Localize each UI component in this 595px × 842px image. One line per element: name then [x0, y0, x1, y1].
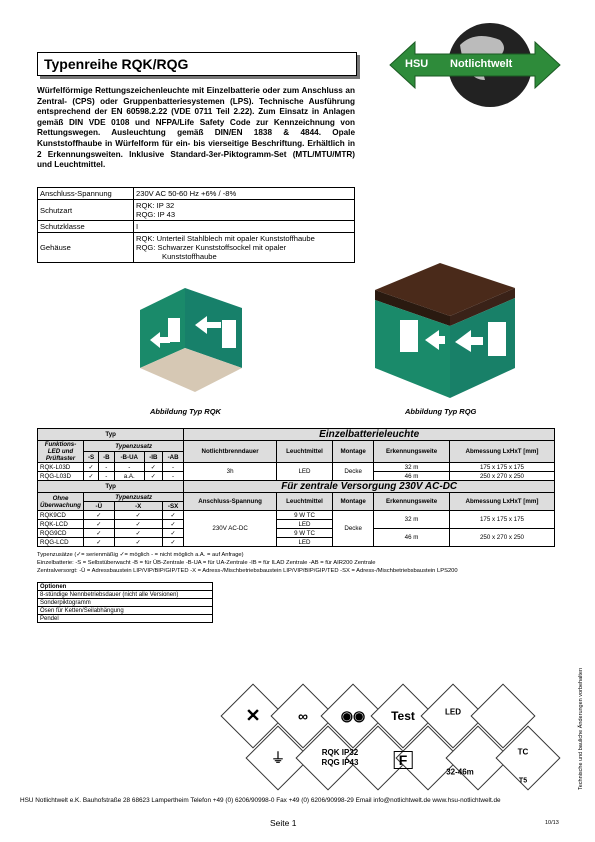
- spec-key: Anschluss-Spannung: [38, 188, 134, 200]
- spec-row: [38, 221, 355, 233]
- header-zusatz: Typenzusatz: [84, 441, 184, 452]
- test-icon: Test: [391, 709, 415, 723]
- table-row: RQK9CD ✓ ✓ ✓ 230V AC-DC 9 W TC Decke 32 m 175 x 175 x 175: [38, 511, 555, 520]
- options-table: [37, 582, 213, 623]
- spec-value: I: [134, 221, 355, 233]
- page-title: Typenreihe RQK/RQG: [37, 52, 357, 76]
- footer: HSU Notlichtwelt e.K. Bauhofstraße 28 68623 Lampertheim Telefon +49 (0) 6206/90998-0 Fax +49 (0) 6206/90998-29 Email info@notlichtwelt.de www.hsu-notlichtwelt.de: [20, 797, 501, 804]
- product-table: Typ Einzelbatterieleuchte Funktions-LED und Prüftaster Typenzusatz Notlichtbrenndauer Leuchtmittel Montage Erkennungsweite Abmessung LxHxT [mm] -S -B -B-UA -IB -AB RQK-L03D ✓ - - ✓ - 3h LED Decke 32 m 175 x 175 x 175 RQG-L03D ✓ - a.A. ✓ - 46 m 250 x 270 x 250 Typ Für zentrale Versorgung 230V AC-DC Ohne Überwachung Typenzusatz Anschluss-Spannung Leuchtmittel Montage Erkennungsweite Abmessung LxHxT [mm] -Ü -X -SX RQK9CD ✓ ✓ ✓ 230V AC-DC 9 W TC Decke 32 m 175 x 175 x 175 RQK-LCD ✓ ✓ ✓ LED RQG9CD ✓ ✓ ✓ 9 W TC 46 m 250 x 270 x 250 RQG-LCD ✓ ✓ ✓ LED: [37, 428, 555, 547]
- legend-line: Zentralversorgt: -Ü = Adressbaustein LIP/VIP/BIP/GIP/TED -X = Adress-/Mischbetriebsbaustein LIP/VIP/BIP/GIP/TED -SX = Adress-/Mischbetriebsbaustein LPS200: [37, 568, 458, 574]
- list-item: 8-stündige Nennbetriebsdauer (nicht alle Versionen): [38, 591, 213, 599]
- caption-rqg: Abbildung Typ RQG: [405, 407, 477, 416]
- no-symbol-icon: ✕: [245, 705, 261, 726]
- legend-line: Einzelbatterie: -S = Selbstüberwacht -B = für ÜB-Zentrale -B-UA = für UA-Zentrale -IB = für ILAD Zentrale -AB = für AIR200 Zentrale: [37, 560, 376, 566]
- tc-icon: TC: [517, 747, 529, 757]
- list-item: Ösen für Ketten/Seilabhängung: [38, 607, 213, 615]
- list-item: Sonderpiktogramm: [38, 599, 213, 607]
- header-abm: Abmessung LxHxT [mm]: [449, 441, 554, 463]
- logo-brand: Notlichtwelt: [450, 58, 513, 70]
- header-leucht: Leuchtmittel: [276, 441, 332, 463]
- ground-icon: ⏚: [271, 750, 285, 766]
- spec-value: RQK: Unterteil Stahlblech mit opaler Kunststoffhaube RQG: Schwarzer Kunststoffsockel mit opaler Kunststoffhaube: [134, 233, 355, 263]
- list-item: Pendel: [38, 615, 213, 623]
- t5-icon: T5: [518, 777, 528, 785]
- spec-row: [38, 200, 355, 221]
- legend-line: Typenzusätze (✓= serienmäßig ✓= möglich - = nicht möglich a.A. = auf Anfrage): [37, 552, 244, 558]
- spec-key: Gehäuse: [38, 233, 134, 263]
- f-mark-icon: F: [394, 751, 413, 769]
- spec-key: Schutzklasse: [38, 221, 134, 233]
- intro-text: Würfelförmige Rettungszeichenleuchte mit Einzelbatterie oder zum Anschluss an Zentral- (CPS) oder Gruppenbatteriesystemen (LPS). Technische Ausführung entsprechend der EN 60598.2.22 (VDE 0711 Teil 2.22). Zum Einsatz in Anlagen gemäß DIN VDE 0108 und NFPA/Life Safety Code zur Kennzeichnung von Rettungswegen. Ausleuchtung gemäß DIN/EN 1838 & 4844. Opale Kunststoffhaube in Würfelform für ein- bis vierseitige Beschriftung. Erhältlich in 2 Erkennungsweiten. Inklusive Standard-3er-Piktogramm-Set (MTL/MTU/MTR) und Leuchtmittel.: [37, 86, 355, 170]
- spec-value: RQK: IP 32 RQG: IP 43: [134, 200, 355, 221]
- page-number: Seite 1: [270, 818, 297, 828]
- table-row: RQG-L03D ✓ - a.A. ✓ - 46 m 250 x 270 x 250: [38, 472, 555, 481]
- spec-row: [38, 233, 355, 263]
- logo-hsu: HSU: [405, 58, 429, 70]
- spec-value: 230V AC 50-60 Hz +6% / -8%: [134, 188, 355, 200]
- caption-rqk: Abbildung Typ RQK: [150, 407, 221, 416]
- header-erk: Erkennungsweite: [374, 441, 450, 463]
- binoculars-icon: ∞: [298, 708, 308, 724]
- spec-table: [37, 187, 355, 263]
- options-title: Optionen: [38, 583, 213, 591]
- spec-row: [38, 188, 355, 200]
- print-code: 10/13: [545, 820, 559, 826]
- table-row: RQK-LCD ✓ ✓ ✓ LED: [38, 520, 555, 529]
- table-row: RQG9CD ✓ ✓ ✓ 9 W TC 46 m 250 x 270 x 250: [38, 529, 555, 538]
- product-image-rqg: [370, 258, 520, 403]
- header-funk: Funktions-LED und Prüftaster: [38, 441, 84, 463]
- header-typ: Typ: [38, 429, 184, 441]
- table-row: RQG-LCD ✓ ✓ ✓ LED: [38, 538, 555, 547]
- header-montage: Montage: [333, 441, 374, 463]
- side-note: Technische und bauliche Änderungen vorbehalten: [578, 667, 584, 790]
- einzel-title: Einzelbatterieleuchte: [184, 429, 555, 441]
- zentral-title: Für zentrale Versorgung 230V AC-DC: [184, 481, 555, 493]
- product-image-rqk: [130, 280, 250, 400]
- led-icon: LED: [445, 707, 461, 717]
- owl-icon: ◉◉: [340, 707, 366, 724]
- spec-key: Schutzart: [38, 200, 134, 221]
- ip-rating-icon: RQK IP32 RQG IP43: [321, 748, 359, 767]
- company-logo: [385, 20, 565, 110]
- range-icon: 32-46m: [446, 767, 474, 777]
- table-row: RQK-L03D ✓ - - ✓ - 3h LED Decke 32 m 175 x 175 x 175: [38, 463, 555, 472]
- header-nenn: Notlichtbrenndauer: [184, 441, 276, 463]
